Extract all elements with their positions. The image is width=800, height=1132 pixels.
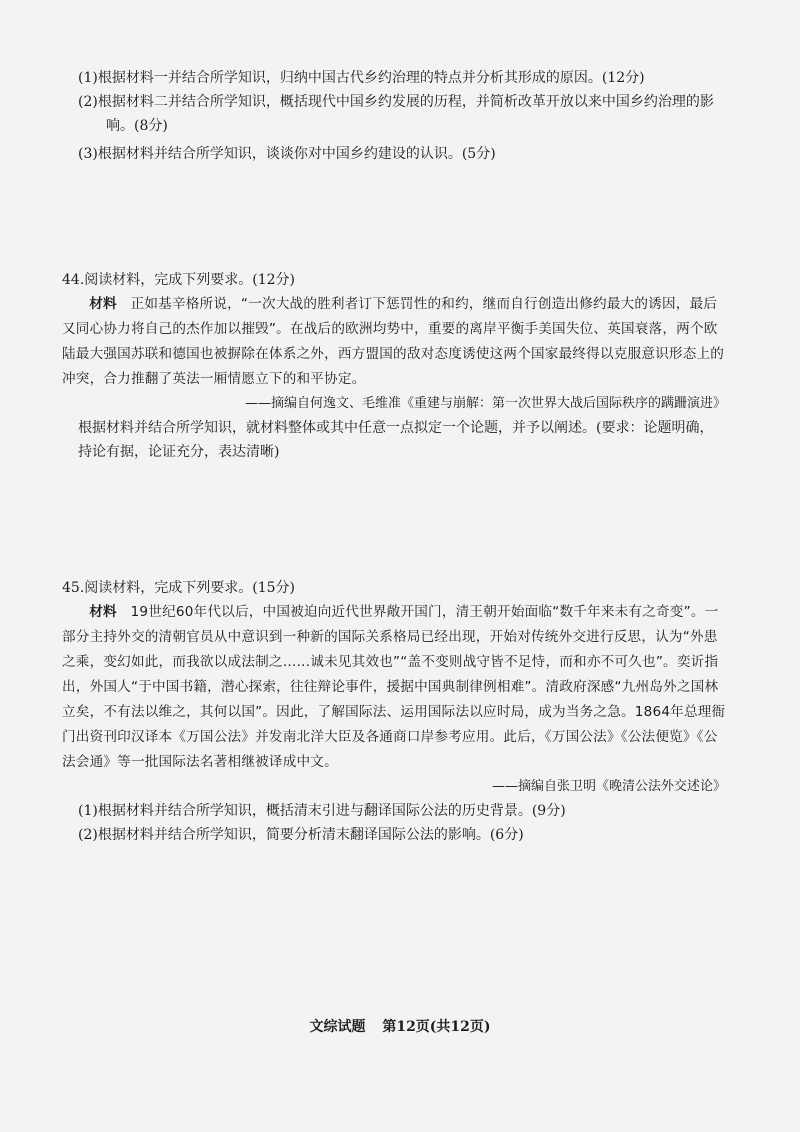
- top-question-1: (1)根据材料一并结合所学知识，归纳中国古代乡约治理的特点并分析其形成的原因。(12分): [78, 70, 645, 86]
- q45-material-label: 材料: [89, 604, 117, 620]
- top-question-3: (3)根据材料并结合所学知识，谈谈你对中国乡约建设的认识。(5分): [78, 146, 496, 162]
- footer-page: 第12页(共12页): [382, 1019, 491, 1035]
- q45-source: ——摘编自张卫明《晚清公法外交述论》: [491, 779, 726, 794]
- top-question-2: (2)根据材料二并结合所学知识，概括现代中国乡约发展的历程，并简析改革开放以来中国乡约治理的影响。(8分): [78, 94, 714, 134]
- question-45: [62, 576, 726, 847]
- q44-material-text: 正如基辛格所说，“一次大战的胜利者订下惩罚性的和约，继而自行创造出修约最大的诱因，最后又同心协力将自己的杰作加以摧毁”。在战后的欧洲均势中，重要的离岸平衡手美国失位、英国衰落，两个欧陆最大强国苏联和德国也被摒除在体系之外，西方盟国的敌对态度诱使这两个国家最终得以克服意识形态上的冲突，合力推翻了英法一厢情愿立下的和平协定。: [62, 296, 725, 387]
- q45-material-text: 19世纪60年代以后，中国被迫向近代世界敞开国门，清王朝开始面临“数千年来未有之奇变”。一部分主持外交的清朝官员从中意识到一种新的国际关系格局已经出现，开始对传统外交进行反思，认为“外患之乘，变幻如此，而我欲以成法制之……诚未见其效也”“盖不变则战守皆不足恃，而和亦不可久也”。奕䜣指出，外国人“于中国书籍，潜心探索，往往辩论事件，援据中国典制律例相难”。清政府深感“九州岛外之国林立矣，不有法以维之，其何以国”。因此，了解国际法、运用国际法以应时局，成为当务之急。1864年总理衙门出资刊印汉译本《万国公法》并发南北洋大臣及各通商口岸参考应用。此后，《万国公法》《公法便览》《公法会通》等一批国际法名著相继被译成中文。: [62, 604, 726, 770]
- q45-material: [62, 600, 726, 775]
- q44-source: ——摘编自何逸文、毛维准《重建与崩解：第一次世界大战后国际秩序的蹒跚演进》: [244, 396, 726, 411]
- q44-requirement: 根据材料并结合所学知识，就材料整体或其中任意一点拟定一个论题，并予以阐述。(要求：论题明确，持论有据，论证充分，表达清晰): [78, 420, 714, 460]
- q45-question-2: (2)根据材料并结合所学知识，简要分析清末翻译国际公法的影响。(6分): [78, 827, 524, 843]
- footer-subject: 文综试题: [309, 1019, 366, 1035]
- q44-material-label: 材料: [89, 296, 117, 312]
- question-44: [62, 268, 726, 464]
- q44-material: [62, 292, 726, 392]
- q45-heading: 45.阅读材料，完成下列要求。(15分): [62, 580, 296, 596]
- page-footer: [0, 1016, 800, 1036]
- q44-heading: 44.阅读材料，完成下列要求。(12分): [62, 272, 296, 288]
- top-questions: [78, 66, 726, 166]
- q45-question-1: (1)根据材料并结合所学知识，概括清末引进与翻译国际公法的历史背景。(9分): [78, 803, 566, 819]
